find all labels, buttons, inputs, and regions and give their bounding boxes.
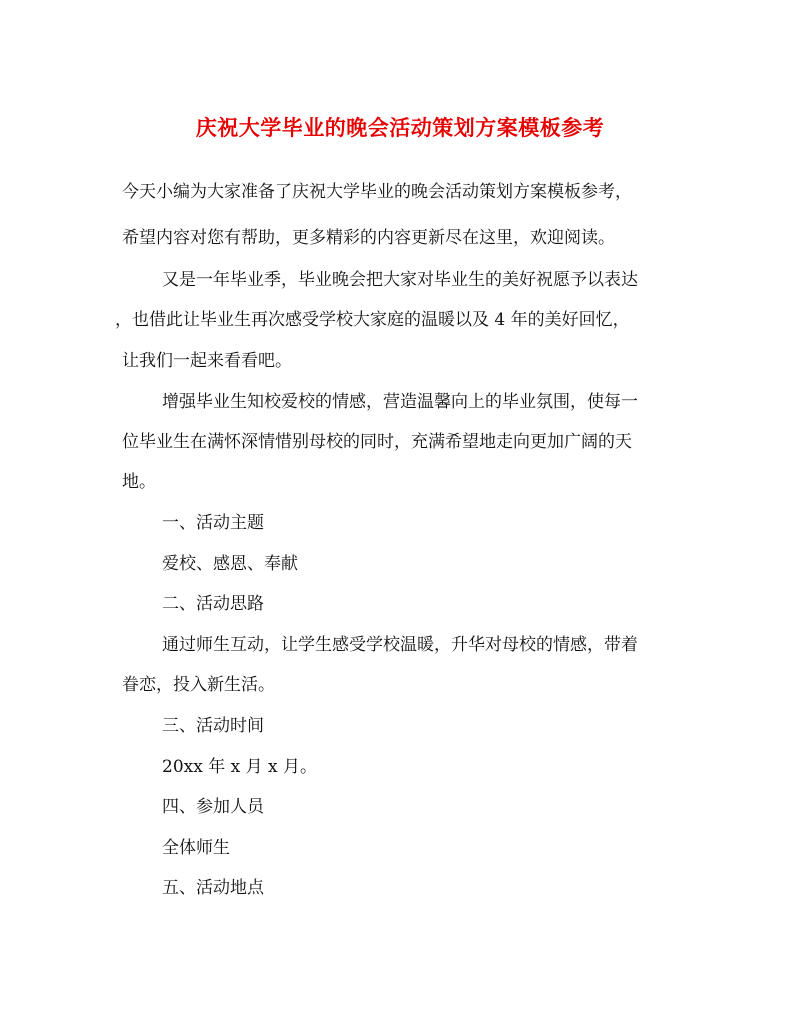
section3-heading: 三、活动时间 [162, 716, 264, 736]
section4-heading: 四、参加人员 [162, 797, 264, 817]
para2-line-1: 增强毕业生知校爱校的情感，营造温馨向上的毕业氛围，使每一 [162, 392, 638, 412]
document-title: 庆祝大学毕业的晚会活动策划方案模板参考 [195, 115, 605, 140]
para1-line-2: ，也借此让毕业生再次感受学校大家庭的温暖以及 4 年的美好回忆， [115, 310, 630, 330]
para2-line-3: 地。 [122, 472, 156, 492]
para1-line-1: 又是一年毕业季，毕业晚会把大家对毕业生的美好祝愿予以表达 [162, 270, 638, 290]
section2-line-2: 眷恋，投入新生活。 [122, 675, 275, 695]
section1-heading: 一、活动主题 [162, 513, 264, 533]
section2-heading: 二、活动思路 [162, 594, 264, 614]
section2-line-1: 通过师生互动，让学生感受学校温暖，升华对母校的情感，带着 [162, 635, 638, 655]
intro-line-1: 今天小编为大家准备了庆祝大学毕业的晚会活动策划方案模板参考， [122, 182, 632, 202]
section1-content: 爱校、感恩、奉献 [162, 554, 298, 574]
para1-line-3: 让我们一起来看看吧。 [122, 351, 292, 371]
para2-line-2: 位毕业生在满怀深情惜别母校的同时，充满希望地走向更加广阔的天 [122, 432, 632, 452]
section3-content: 20xx 年 x 月 x 月。 [162, 757, 318, 777]
intro-line-2: 希望内容对您有帮助，更多精彩的内容更新尽在这里，欢迎阅读。 [122, 228, 615, 248]
section5-heading: 五、活动地点 [162, 878, 264, 898]
section4-content: 全体师生 [162, 838, 230, 858]
